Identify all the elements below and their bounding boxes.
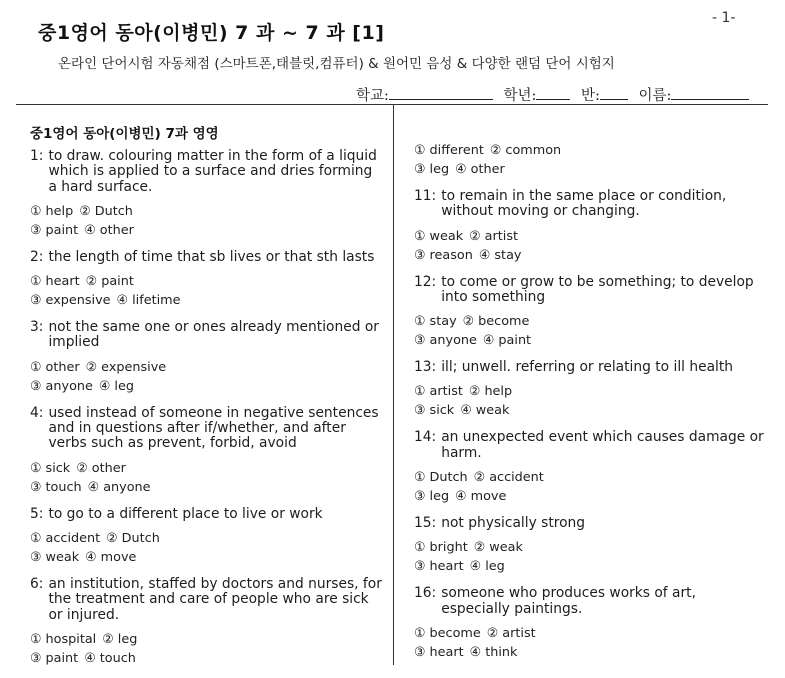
carried-over-options (414, 141, 766, 179)
option-row (414, 160, 766, 179)
option[interactable]: ① Dutch (414, 470, 468, 486)
section-title: 중1영어 동아(이병민) 7과 영영 (30, 126, 219, 142)
question-text (30, 406, 382, 452)
option[interactable]: ① stay (414, 314, 457, 330)
option[interactable]: ② Dutch (106, 530, 160, 546)
right-column (414, 141, 766, 672)
option[interactable]: ③ sick (414, 403, 455, 419)
answer-options (30, 529, 382, 567)
school-blank[interactable] (389, 87, 493, 100)
left-column (30, 122, 382, 678)
answer-options (30, 272, 382, 310)
option[interactable]: ② artist (469, 228, 519, 244)
question-number: 12: (414, 273, 437, 290)
option[interactable]: ② help (468, 384, 513, 400)
answer-options (414, 382, 766, 420)
school-label: 학교: (356, 88, 389, 104)
question-text (414, 360, 766, 375)
question-text (414, 516, 766, 531)
answer-options (30, 630, 382, 668)
question-text (414, 586, 766, 617)
answer-options (414, 468, 766, 506)
option[interactable]: ② expensive (85, 359, 167, 375)
option[interactable]: ③ paint (30, 650, 79, 666)
question-number: 6: (30, 575, 44, 592)
option-row (414, 643, 766, 662)
option-row (414, 382, 766, 401)
answer-options (30, 459, 382, 497)
option[interactable]: ② artist (486, 625, 536, 641)
option[interactable]: ① heart (30, 274, 80, 290)
question-item (414, 430, 766, 506)
option[interactable]: ① other (30, 359, 80, 375)
answer-options (414, 227, 766, 265)
option[interactable]: ③ leg (414, 489, 450, 505)
question-text (30, 507, 382, 522)
question-definition: an institution, staffed by doctors and nurses, for the treatment and care of people who are sick or injured. (48, 575, 382, 623)
question-definition: to draw. colouring matter in the form of a liquid which is applied to a surface and dries forming a hard surface. (48, 148, 377, 195)
option[interactable]: ③ heart (414, 644, 464, 660)
option[interactable]: ③ anyone (414, 333, 477, 349)
header-rule (16, 104, 768, 105)
option-row (30, 377, 382, 396)
option-row (414, 312, 766, 331)
option-row (414, 401, 766, 420)
option-row (414, 227, 766, 246)
question-definition: the length of time that sb lives or that sth lasts (48, 248, 375, 265)
option[interactable]: ④ stay (478, 247, 522, 263)
question-number: 16: (414, 585, 437, 602)
option[interactable]: ① weak (414, 228, 464, 244)
option[interactable]: ② leg (102, 631, 138, 647)
option[interactable]: ④ think (469, 644, 518, 660)
question-definition: not the same one or ones already mentioned or implied (48, 319, 379, 351)
option[interactable]: ① accident (30, 530, 101, 546)
question-number: 5: (30, 505, 44, 522)
option[interactable]: ② Dutch (79, 203, 133, 219)
answer-options (30, 202, 382, 240)
option[interactable]: ② become (462, 314, 530, 330)
question-number: 13: (414, 359, 437, 376)
option-row (414, 557, 766, 576)
question-item (30, 406, 382, 497)
option[interactable]: ① help (30, 203, 74, 219)
answer-options (414, 624, 766, 662)
option[interactable]: ④ touch (84, 650, 136, 666)
option[interactable]: ④ other (84, 222, 134, 238)
question-definition: an unexpected event which causes damage or harm. (441, 429, 764, 461)
question-number: 14: (414, 429, 437, 446)
question-number: 3: (30, 319, 44, 336)
column-divider (393, 105, 394, 665)
question-text (30, 149, 382, 195)
option-row (30, 630, 382, 649)
question-number: 4: (30, 404, 44, 421)
option-row (30, 529, 382, 548)
page-subtitle: 온라인 단어시험 자동채점 (스마트폰,태블릿,컴퓨터) & 원어민 음성 & 다양한 랜덤 단어 시험지 (58, 56, 615, 72)
option-row (414, 624, 766, 643)
option[interactable]: ① bright (414, 540, 468, 556)
question-item (414, 516, 766, 576)
option-row (30, 548, 382, 567)
class-label: 반: (581, 88, 600, 104)
option[interactable]: ④ weak (460, 403, 510, 419)
option-row (30, 649, 382, 668)
option-row (30, 291, 382, 310)
question-definition: not physically strong (441, 515, 586, 532)
page-title: 중1영어 동아(이병민) 7 과 ~ 7 과 [1] (38, 22, 385, 44)
answer-options (414, 538, 766, 576)
question-definition: someone who produces works of art, especially paintings. (441, 585, 696, 617)
option[interactable]: ③ touch (30, 479, 82, 495)
option[interactable]: ④ lifetime (116, 293, 181, 309)
question-text (30, 320, 382, 351)
option[interactable]: ③ reason (414, 247, 473, 263)
option[interactable]: ① become (414, 625, 481, 641)
option[interactable]: ④ leg (98, 378, 134, 394)
option[interactable]: ② accident (473, 470, 544, 486)
option[interactable]: ④ anyone (87, 479, 151, 495)
question-item (414, 586, 766, 662)
option-row (414, 538, 766, 557)
option[interactable]: ② common (489, 143, 562, 158)
option[interactable]: ④ leg (469, 559, 505, 575)
option[interactable]: ④ move (455, 489, 507, 505)
option[interactable]: ① sick (30, 460, 71, 476)
question-number: 2: (30, 248, 44, 265)
option-row (414, 468, 766, 487)
question-definition: to go to a different place to live or work (48, 505, 323, 522)
option-row (30, 459, 382, 478)
question-definition: used instead of someone in negative sentences and in questions after if/whether, and after verbs such as prevent, forbid, avoid (48, 404, 379, 452)
question-text (414, 430, 766, 461)
question-text (30, 250, 382, 265)
option[interactable]: ① hospital (30, 631, 97, 647)
option[interactable]: ③ expensive (30, 293, 111, 309)
question-item (30, 507, 382, 567)
answer-options (30, 358, 382, 396)
question-number: 1: (30, 148, 44, 164)
question-item (30, 149, 382, 240)
question-text (30, 577, 382, 623)
answer-options (414, 312, 766, 350)
option-row (30, 478, 382, 497)
name-blank[interactable] (671, 87, 749, 100)
option[interactable]: ② other (76, 460, 126, 476)
option[interactable]: ② paint (85, 274, 134, 290)
option[interactable]: ③ heart (414, 559, 464, 575)
question-definition: to come or grow to be something; to develop into something (441, 273, 754, 305)
grade-label: 학년: (503, 88, 537, 104)
option[interactable]: ④ move (85, 549, 137, 565)
question-item (414, 275, 766, 351)
student-info (356, 84, 749, 105)
option-row (414, 331, 766, 350)
question-item (30, 250, 382, 310)
option[interactable]: ④ other (455, 162, 505, 177)
option[interactable]: ③ weak (30, 549, 80, 565)
option-row (30, 272, 382, 291)
option-row (30, 221, 382, 240)
question-item (414, 360, 766, 420)
question-item (30, 320, 382, 396)
grade-blank[interactable] (536, 87, 570, 100)
option[interactable]: ③ leg (414, 162, 450, 177)
option[interactable]: ① different (414, 143, 484, 158)
question-definition: ill; unwell. referring or relating to ill health (441, 359, 734, 376)
option[interactable]: ④ paint (482, 333, 532, 349)
option[interactable]: ① artist (414, 384, 463, 400)
option-row (30, 202, 382, 221)
option-row (414, 141, 766, 160)
question-text (414, 275, 766, 306)
class-blank[interactable] (600, 87, 628, 100)
question-item (414, 189, 766, 265)
option-row (30, 358, 382, 377)
question-text (414, 189, 766, 220)
option[interactable]: ② weak (473, 540, 523, 556)
option-row (414, 246, 766, 265)
question-number: 11: (414, 188, 437, 204)
page-number: - 1- (712, 10, 736, 26)
option[interactable]: ③ anyone (30, 378, 93, 394)
option[interactable]: ③ paint (30, 222, 79, 238)
question-item (30, 577, 382, 668)
question-definition: to remain in the same place or condition, without moving or changing. (441, 188, 727, 220)
name-label: 이름: (638, 88, 672, 104)
question-number: 15: (414, 515, 437, 532)
option-row (414, 487, 766, 506)
